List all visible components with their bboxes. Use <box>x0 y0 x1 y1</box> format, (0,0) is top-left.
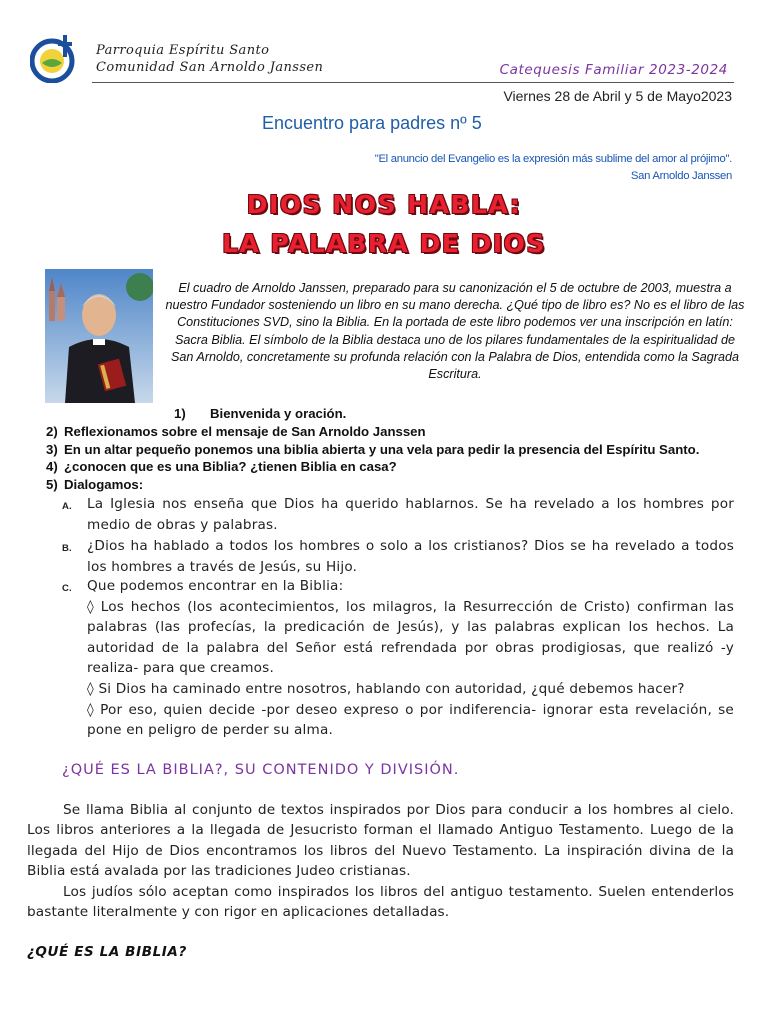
dialog-item-c-text: Que podemos encontrar en la Biblia: <box>87 578 344 594</box>
parish-name <box>96 42 323 76</box>
main-title-line-2: LA PALABRA DE DIOS <box>222 229 546 258</box>
dialog-item-c-point-1: ◊ Los hechos (los acontecimientos, los milagros, la Resurrección de Cristo) confirman las palabras (las profecías, la predicación de Jesús), y las palabras explican los hechos. La autoridad de la palabra del Señor está refrendada por obras prodigiosas, que realizó -y realiza- para que creamos. <box>87 598 734 677</box>
dialog-item-c-point-2: ◊ Si Dios ha caminado entre nosotros, hablando con autoridad, ¿qué debemos hacer? <box>87 680 685 697</box>
paragraph-1-text: Se llama Biblia al conjunto de textos inspirados por Dios para conducir a los hombres al cielo. Los libros anteriores a la llegada de Jesucristo forman el llamado Antiguo Testamento. Luego de la llegada del Hijo de Dios encontramos los libros del Nuevo Testamento. La inspiración divina de la Biblia está avalada por las tradiciones Judeo cristianas. <box>27 802 734 879</box>
agenda-item-5-text: Dialogamos: <box>64 476 144 492</box>
agenda-item-3-text: En un altar pequeño ponemos una biblia abierta y una vela para pedir la presencia del Espíritu Santo. <box>64 441 700 457</box>
dialog-item-b-label: B. <box>62 543 72 554</box>
agenda-item-4-number: 4) <box>46 459 58 475</box>
agenda-item-5-number: 5) <box>46 476 58 492</box>
meeting-dates: Viernes 28 de Abril y 5 de Mayo2023 <box>503 88 732 104</box>
parish-line-2: Comunidad San Arnoldo Janssen <box>96 60 324 75</box>
agenda-item-4 <box>46 458 699 476</box>
epigraph-quote <box>375 151 732 185</box>
agenda-item-4-text: ¿conocen que es una Biblia? ¿tienen Biblia en casa? <box>64 459 397 475</box>
dialog-item-c-point-3: ◊ Por eso, quien decide -por deseo expreso o por indiferencia- ignorar esta revelación, se pone en peligro de perder su alma. <box>87 701 734 739</box>
meeting-title: Encuentro para padres nº 5 <box>262 113 482 133</box>
main-title-line-1: DIOS NOS HABLA: <box>246 190 522 219</box>
parish-line-1: Parroquia Espíritu Santo <box>96 43 270 58</box>
agenda-item-5 <box>46 476 699 494</box>
final-heading: ¿QUÉ ES LA BIBLIA? <box>27 944 187 960</box>
arnold-janssen-portrait <box>45 269 153 403</box>
agenda-item-3 <box>46 441 699 459</box>
agenda-item-2 <box>46 423 699 441</box>
parish-logo <box>30 33 80 83</box>
agenda-item-2-text: Reflexionamos sobre el mensaje de San Arnoldo Janssen <box>64 424 426 439</box>
dialog-item-b-text: ¿Dios ha hablado a todos los hombres o solo a los cristianos? Dios se ha revelado a todos los hombres a través de Jesús, su Hijo. <box>87 538 734 575</box>
dialog-item-c-label: C. <box>62 583 72 594</box>
quote-text: "El anuncio del Evangelio es la expresión más sublime del amor al prójimo". <box>374 153 732 165</box>
paragraph-2-text: Los judíos sólo aceptan como inspirados los libros del antiguo testamento. Suelen entenderlos bastante literalmente y con rigor en aplicaciones detalladas. <box>27 884 734 921</box>
program-title: Catequesis Familiar 2023-2024 <box>499 62 728 78</box>
agenda-item-3-number: 3) <box>46 441 58 457</box>
agenda-item-1-number: 1) <box>174 406 186 421</box>
agenda-item-1 <box>174 406 346 421</box>
agenda-item-2-number: 2) <box>46 424 58 439</box>
dialog-item-b <box>62 536 734 577</box>
quote-author: San Arnoldo Janssen <box>630 170 732 182</box>
dialog-item-c <box>62 576 734 741</box>
dialog-item-a-label: A. <box>62 501 72 512</box>
agenda-list <box>46 423 699 493</box>
intro-paragraph: El cuadro de Arnoldo Janssen, preparado para su canonización el 5 de octubre de 2003, muestra a nuestro Fundador sosteniendo un libro en su mano derecha. ¿Qué tipo de libro es? No es el libro de las Constituciones SVD, sino la Biblia. En la portada de este libro podemos ver una inscripción en latín: Sacra Biblia. El símbolo de la Biblia destaca uno de los pilares fundamentales de la espiritualidad de San Arnoldo, concretamente su profunda relación con la Palabra de Dios, entendida como la Sagrada Escritura. <box>165 281 745 382</box>
agenda-item-1-text: Bienvenida y oración. <box>210 406 347 421</box>
dialog-item-a-text: La Iglesia nos enseña que Dios ha querido hablarnos. Se ha revelado a los hombres por medio de obras y palabras. <box>87 496 734 533</box>
section-heading: ¿QUÉ ES LA BIBLIA?, SU CONTENIDO Y DIVISIÓN. <box>62 762 460 778</box>
header-divider <box>92 82 734 83</box>
paragraph-1 <box>27 800 734 881</box>
dialog-item-a <box>62 494 734 535</box>
paragraph-2 <box>27 882 734 923</box>
